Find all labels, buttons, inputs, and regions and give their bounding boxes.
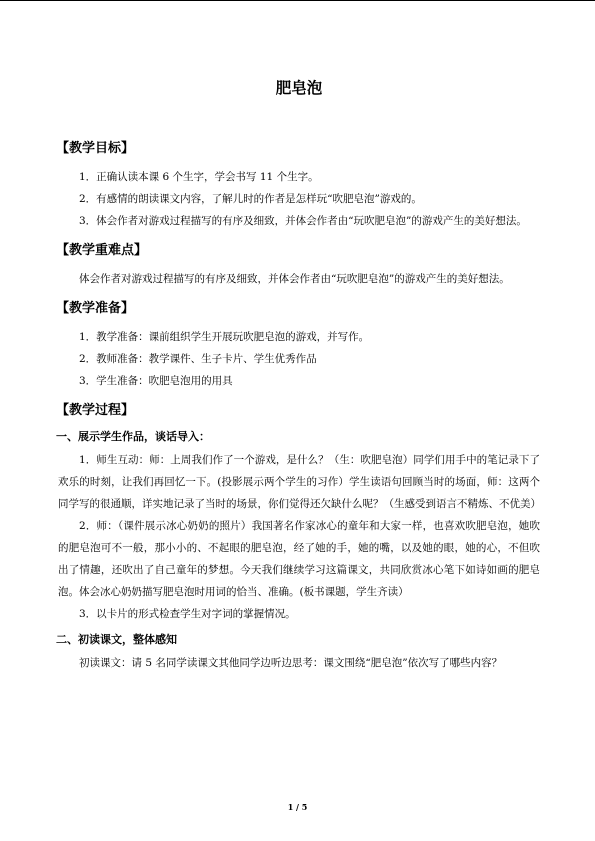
goal-item-3: 3．体会作者对游戏过程描写的有序及细致，并体会作者由“玩吹肥皂泡”的游戏产生的美好想法。 bbox=[79, 215, 527, 227]
process-item-2: 2．师：（课件展示冰心奶奶的照片）我国著名作家冰心的童年和大家一样，也喜欢吹肥皂泡，她吹的肥皂泡可不一般，那小小的、不起眼的肥皂泡，经了她的手，她的嘴，以及她的眼，她的心，不但吹出了情趣，还吹出了自己童年的梦想。今天我们继续学习这篇课文，共同欣赏冰心笔下如诗如画的肥皂泡。体会冰心奶奶描写肥皂泡时用词的恰当、准确。(板书课题，学生齐读） bbox=[58, 520, 540, 598]
section-heading-process: 【教学过程】 bbox=[56, 403, 135, 418]
preparation-item-1: 1．教学准备：课前组织学生开展玩吹肥皂泡的游戏，并写作。 bbox=[79, 331, 370, 343]
section-heading-goals: 【教学目标】 bbox=[56, 141, 135, 156]
key-point-text: 体会作者对游戏过程描写的有序及细致，并体会作者由“玩吹肥皂泡”的游戏产生的美好想法。 bbox=[79, 273, 510, 285]
goal-item-2: 2．有感情的朗读课文内容，了解儿时的作者是怎样玩“吹肥皂泡”游戏的。 bbox=[79, 193, 422, 205]
process-item-1: 1．师生互动：师：上周我们作了一个游戏，是什么？（生：吹肥皂泡）同学们用手中的笔记录下了欢乐的时刻，让我们再回忆一下。(投影展示两个学生的习作）学生读语句回顾当时的场面，师：这两个同学写的很通顺，详实地记录了当时的场景，你们觉得还欠缺什么呢？（生感受到语言不精炼、不优美） bbox=[58, 454, 541, 510]
page-number: 1 / 5 bbox=[287, 802, 308, 812]
section-heading-key-points: 【教学重难点】 bbox=[56, 243, 148, 258]
document-body bbox=[58, 78, 540, 674]
goal-item-1: 1．正确认读本课 6 个生字，学会书写 11 个生字。 bbox=[79, 171, 319, 183]
process-item-3: 3．以卡片的形式检查学生对字词的掌握情况。 bbox=[79, 608, 296, 620]
first-reading-text: 初读课文：请 5 名同学读课文其他同学边听边思考：课文围绕“肥皂泡”依次写了哪些内容？ bbox=[79, 657, 503, 669]
subsection-title-first-reading: 二、初读课文，整体感知 bbox=[56, 633, 177, 646]
document-title: 肥皂泡 bbox=[275, 79, 323, 97]
subsection-title-intro: 一、展示学生作品，谈话导入： bbox=[56, 430, 210, 443]
preparation-item-3: 3．学生准备：吹肥皂泡用的用具 bbox=[79, 375, 233, 387]
preparation-item-2: 2．教师准备：教学课件、生子卡片、学生优秀作品 bbox=[79, 353, 317, 365]
top-rule bbox=[0, 0, 595, 1]
section-heading-preparation: 【教学准备】 bbox=[56, 301, 135, 316]
